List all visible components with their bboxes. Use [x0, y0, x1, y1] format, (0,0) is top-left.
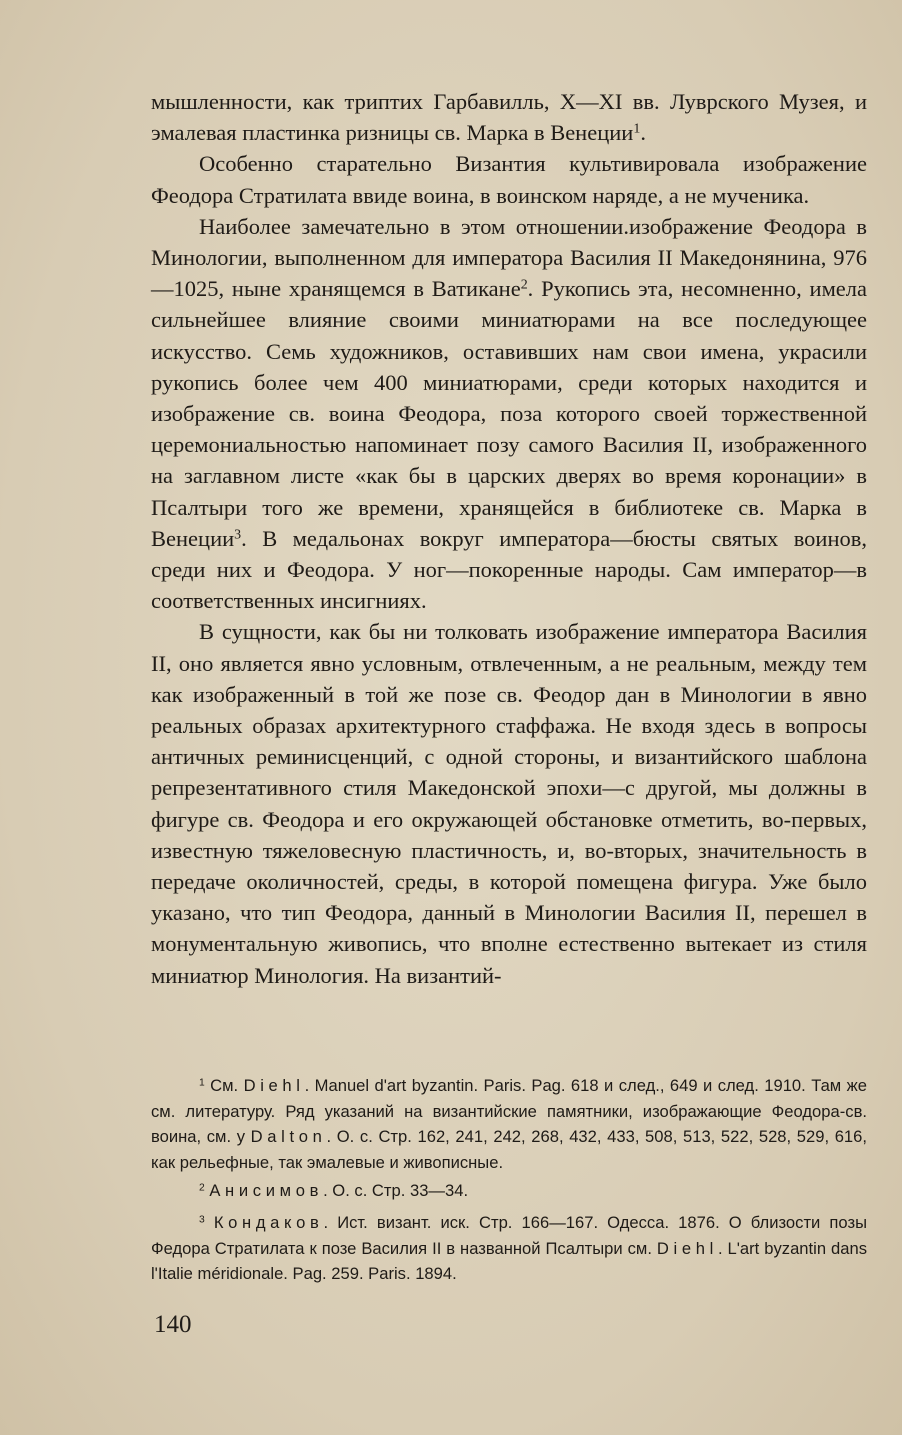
footnote-3: $^3$ Кондаков. Ист. визант. иск. Стр. 166—167. Одесса. 1876. О близости позы Федора Стратилата к позе Василия II в названной Псалтыри см. Diehl. L'art byzantin dans l'Italie méridionale. Pag. 259. Paris. 1894.	[151, 1212, 867, 1284]
paragraph-2: Особенно старательно Византия культивировала изображение Феодора Стратилата ввиде воина, в воинском наряде, а не мученика.	[151, 151, 867, 208]
paragraph-4: В сущности, как бы ни толковать изображение императора Василия II, оно является явно условным, отвлеченным, а не реальным, между тем как изображенный в той же позе св. Феодор дан в Минологии в явно реальных образах архитектурного стаффажа. Не входя здесь в вопросы античных реминисценций, с одной стороны, и византийского шаблона репрезентативного стиля Македонской эпохи—с другой, мы должны в фигуре св. Феодора и его окружающей обстановке отметить, во-первых, известную тяжеловесную пластичность, и, во-вторых, значительность в передаче околичностей, среды, в которой помещена фигура. Уже было указано, что тип Феодора, данный в Минологии Василия II, перешел в монументальную живопись, что вполне естественно вытекает из стиля миниатюр Минология. На византий-	[151, 619, 867, 988]
footnote-ref-3: 3	[234, 527, 242, 543]
author-name: Кондаков	[213, 1212, 324, 1232]
author-name: Diehl	[656, 1238, 718, 1258]
paragraph-1: мышленности, как триптих Гарбавилль, X—XI вв. Луврского Музея, и эмалевая пластинка ризницы св. Марка в Венеции$^1$.	[151, 89, 867, 146]
footnote-ref-2: 2	[520, 277, 528, 293]
footnote-ref-1: 1	[633, 121, 641, 137]
author-name: Dalton	[250, 1127, 327, 1147]
author-name: Diehl	[243, 1076, 305, 1095]
footnotes	[151, 1073, 867, 1290]
main-text	[151, 86, 867, 991]
footnote-2: $^2$ Анисимов. О. с. Стр. 33—34.	[199, 1181, 469, 1201]
page-number: 140	[154, 1311, 192, 1338]
footnote-1: $^1$ См. Diehl. Manuel d'art byzantin. Paris. Pag. 618 и след., 649 и след. 1910. Там же см. литературу. Ряд указаний на византийские памятники, изображающие Феодора-св. воина, см. у Dalton. O. c. Стр. 162, 241, 242, 268, 432, 433, 508, 513, 522, 528, 529, 616, как рельефные, так эмалевые и живописные.	[151, 1076, 867, 1172]
author-name: Анисимов	[209, 1181, 324, 1201]
paragraph-3: Наиболее замечательно в этом отношении.изображение Феодора в Минологии, выполненном для императора Василия II Македонянина, 976—1025, ныне хранящемся в Ватикане$^2$. Рукопись эта, несомненно, имела сильнейшее влияние своими миниатюрами на все последующее искусство. Семь художников, оставивших нам свои имена, украсили рукопись более чем 400 миниатюрами, среди которых находится и изображение св. воина Феодора, поза которого своей торжественной церемониальностью напоминает позу самого Василия II, изображенного на заглавном листе «как бы в царских дверях во время коронации» в Псалтыри того же времени, хранящейся в библиотеке св. Марка в Венеции$^3$. В медальонах вокруг императора—бюсты святых воинов, среди них и Феодора. У ног—покоренные народы. Сам император—в соответственных инсигниях.	[151, 213, 868, 614]
